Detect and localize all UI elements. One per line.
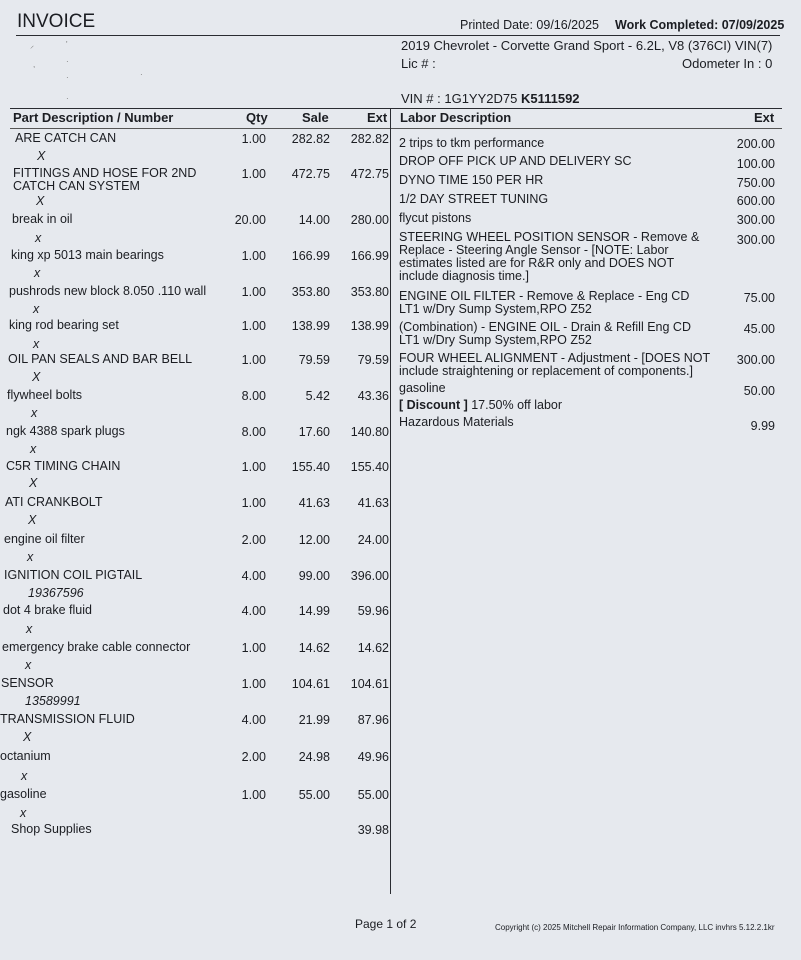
part-description: king xp 5013 main bearings <box>11 248 164 262</box>
part-description: flywheel bolts <box>7 388 83 402</box>
labor-ext: 45.00 <box>743 322 775 336</box>
part-qty: 1.00 <box>241 319 266 333</box>
part-number: x <box>34 266 41 280</box>
part-description: engine oil filter <box>4 532 85 546</box>
column-separator <box>390 108 391 894</box>
labor-ext: 600.00 <box>736 194 775 208</box>
smudge-mark: · <box>66 57 69 66</box>
part-sale: 79.59 <box>298 353 330 367</box>
part-number: x <box>30 442 37 456</box>
part-number: X <box>28 513 37 527</box>
part-sale: 14.00 <box>298 213 330 227</box>
part-ext: 282.82 <box>350 132 389 146</box>
labor-description: FOUR WHEEL ALIGNMENT - Adjustment - [DOES NOT include straightening or replacement of components.] <box>399 351 711 378</box>
part-ext: 353.80 <box>350 285 389 299</box>
part-ext: 79.59 <box>357 353 389 367</box>
license-label: Lic # : <box>401 56 436 71</box>
table-top-rule <box>10 108 782 109</box>
smudge-mark: , <box>33 60 36 69</box>
part-description: pushrods new block 8.050 .110 wall <box>9 284 207 298</box>
part-sale: 14.62 <box>298 641 330 655</box>
part-qty: 2.00 <box>241 750 266 764</box>
part-number: X <box>32 370 41 384</box>
part-number: x <box>33 302 40 316</box>
part-sale: 472.75 <box>291 167 330 181</box>
part-qty: 1.00 <box>241 167 266 181</box>
part-ext: 140.80 <box>350 425 389 439</box>
part-ext: 155.40 <box>350 460 389 474</box>
part-ext: 166.99 <box>350 249 389 263</box>
discount-label: [ Discount ] <box>399 398 468 412</box>
part-sale: 24.98 <box>298 750 330 764</box>
part-qty: 4.00 <box>241 604 266 618</box>
part-qty: 1.00 <box>241 132 266 146</box>
part-sale: 104.61 <box>291 677 330 691</box>
labor-ext: 300.00 <box>736 213 775 227</box>
labor-description: Hazardous Materials <box>399 415 514 429</box>
part-ext: 472.75 <box>350 167 389 181</box>
labor-description: flycut pistons <box>399 211 472 225</box>
parts-desc-header: Part Description / Number <box>13 110 174 125</box>
page-number: Page 1 of 2 <box>355 917 417 931</box>
part-number: x <box>31 406 38 420</box>
part-number: x <box>35 231 42 245</box>
part-qty: 20.00 <box>234 213 266 227</box>
part-ext: 39.98 <box>357 823 389 837</box>
part-qty: 1.00 <box>241 788 266 802</box>
smudge-mark: ' <box>66 40 68 49</box>
part-number: 19367596 <box>28 586 84 600</box>
labor-description: ENGINE OIL FILTER - Remove & Replace - Eng CD LT1 w/Dry Sump System,RPO Z52 <box>399 289 690 316</box>
smudge-mark: · <box>66 73 69 82</box>
part-qty: 1.00 <box>241 641 266 655</box>
part-ext: 59.96 <box>357 604 389 618</box>
invoice-title: INVOICE <box>17 11 96 32</box>
labor-description: [ Discount ] 17.50% off labor <box>399 398 563 412</box>
labor-description: STEERING WHEEL POSITION SENSOR - Remove & Replace - Steering Angle Sensor - [NOTE: Labor estimates listed are for R&R only and DOES NOT include diagnosis time.] <box>399 230 700 283</box>
part-sale: 21.99 <box>298 713 330 727</box>
part-number: 13589991 <box>25 694 81 708</box>
part-description: IGNITION COIL PIGTAIL <box>4 568 143 582</box>
part-description: Shop Supplies <box>11 822 92 836</box>
labor-ext: 200.00 <box>736 137 775 151</box>
part-number: x <box>20 806 27 820</box>
header-rule <box>16 35 780 36</box>
part-number: x <box>26 622 33 636</box>
part-sale: 55.00 <box>298 788 330 802</box>
labor-description: 2 trips to tkm performance <box>399 136 545 150</box>
part-sale: 155.40 <box>291 460 330 474</box>
part-qty: 1.00 <box>241 353 266 367</box>
part-sale: 12.00 <box>298 533 330 547</box>
part-qty: 1.00 <box>241 285 266 299</box>
part-number: x <box>27 550 34 564</box>
labor-ext: 50.00 <box>743 384 775 398</box>
qty-header: Qty <box>246 110 268 125</box>
part-description: OIL PAN SEALS AND BAR BELL <box>8 352 193 366</box>
part-number: X <box>37 149 46 163</box>
part-number: x <box>33 337 40 351</box>
part-number: X <box>29 476 38 490</box>
part-sale: 41.63 <box>298 496 330 510</box>
part-description: FITTINGS AND HOSE FOR 2ND CATCH CAN SYSTEM <box>13 166 197 193</box>
labor-ext: 300.00 <box>736 353 775 367</box>
part-description: ARE CATCH CAN <box>15 131 117 145</box>
part-ext: 41.63 <box>357 496 389 510</box>
part-qty: 4.00 <box>241 713 266 727</box>
part-description: king rod bearing set <box>9 318 119 332</box>
part-qty: 8.00 <box>241 425 266 439</box>
part-qty: 2.00 <box>241 533 266 547</box>
smudge-mark: ⸝ <box>30 41 34 50</box>
labor-ext: 75.00 <box>743 291 775 305</box>
part-description: dot 4 brake fluid <box>3 603 92 617</box>
part-sale: 138.99 <box>291 319 330 333</box>
part-sale: 99.00 <box>298 569 330 583</box>
copyright-notice: Copyright (c) 2025 Mitchell Repair Information Company, LLC invhrs 5.12.2.1kr <box>495 923 775 932</box>
smudge-mark: · <box>66 94 69 103</box>
part-ext: 138.99 <box>350 319 389 333</box>
part-qty: 1.00 <box>241 677 266 691</box>
part-qty: 4.00 <box>241 569 266 583</box>
part-sale: 17.60 <box>298 425 330 439</box>
part-description: break in oil <box>12 212 73 226</box>
part-qty: 1.00 <box>241 460 266 474</box>
part-sale: 166.99 <box>291 249 330 263</box>
work-completed-date: Work Completed: 07/09/2025 <box>615 18 785 32</box>
part-ext: 396.00 <box>350 569 389 583</box>
part-ext: 104.61 <box>350 677 389 691</box>
table-header-rule <box>10 128 782 129</box>
labor-ext: 300.00 <box>736 233 775 247</box>
part-qty: 8.00 <box>241 389 266 403</box>
part-ext: 55.00 <box>357 788 389 802</box>
part-description: SENSOR <box>1 676 54 690</box>
part-description: ATI CRANKBOLT <box>5 495 103 509</box>
part-ext: 14.62 <box>357 641 389 655</box>
part-description: ngk 4388 spark plugs <box>6 424 125 438</box>
vin-label: VIN # : 1G1YY2D75 <box>401 91 518 106</box>
part-number: x <box>25 658 32 672</box>
part-ext: 87.96 <box>357 713 389 727</box>
sale-header: Sale <box>302 110 329 125</box>
part-description: octanium <box>0 749 51 763</box>
printed-date: Printed Date: 09/16/2025 <box>460 18 599 32</box>
part-qty: 1.00 <box>241 496 266 510</box>
vehicle-description: 2019 Chevrolet - Corvette Grand Sport - 6.2L, V8 (376CI) VIN(7) <box>401 38 773 53</box>
part-number: x <box>21 769 28 783</box>
labor-ext-header: Ext <box>754 110 775 125</box>
part-sale: 282.82 <box>291 132 330 146</box>
part-ext: 280.00 <box>350 213 389 227</box>
part-ext: 24.00 <box>357 533 389 547</box>
labor-ext: 750.00 <box>736 176 775 190</box>
part-sale: 5.42 <box>305 389 330 403</box>
smudge-mark: · <box>140 70 143 79</box>
labor-description: 1/2 DAY STREET TUNING <box>399 192 549 206</box>
labor-description: DROP OFF PICK UP AND DELIVERY SC <box>399 154 632 168</box>
part-number: X <box>36 194 45 208</box>
vin-number <box>401 91 580 106</box>
ext-header: Ext <box>367 110 388 125</box>
labor-desc-header: Labor Description <box>400 110 512 125</box>
vin-suffix: K5111592 <box>520 91 580 106</box>
part-description: C5R TIMING CHAIN <box>6 459 121 473</box>
part-description: emergency brake cable connector <box>2 640 191 654</box>
part-description: TRANSMISSION FLUID <box>0 712 135 726</box>
part-sale: 353.80 <box>291 285 330 299</box>
part-ext: 49.96 <box>357 750 389 764</box>
part-number: X <box>23 730 32 744</box>
odometer-reading: Odometer In : 0 <box>682 56 773 71</box>
labor-description: (Combination) - ENGINE OIL - Drain & Refill Eng CD LT1 w/Dry Sump System,RPO Z52 <box>399 320 691 347</box>
labor-ext: 9.99 <box>750 419 775 433</box>
part-ext: 43.36 <box>357 389 389 403</box>
part-sale: 14.99 <box>298 604 330 618</box>
part-qty: 1.00 <box>241 249 266 263</box>
part-description: gasoline <box>0 787 47 801</box>
labor-ext: 100.00 <box>736 157 775 171</box>
labor-description: DYNO TIME 150 PER HR <box>399 173 544 187</box>
labor-description: gasoline <box>399 381 446 395</box>
